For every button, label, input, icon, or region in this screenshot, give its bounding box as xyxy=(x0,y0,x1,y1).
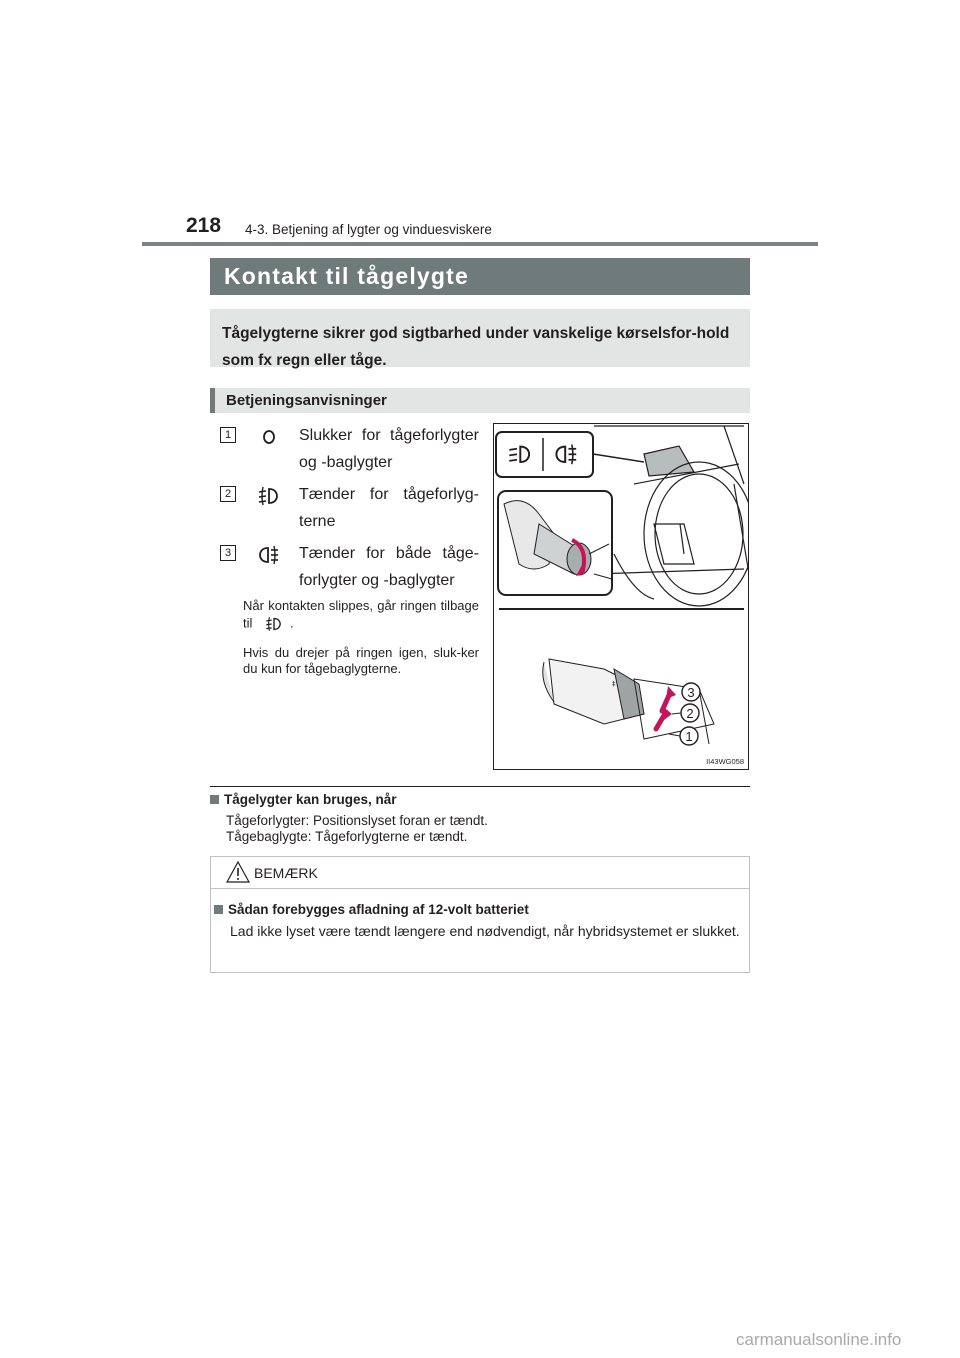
front-fog-light-icon xyxy=(256,483,282,509)
page-number: 218 xyxy=(186,214,222,237)
step-text-2: Tænder for tågeforlyg-terne xyxy=(299,486,479,530)
figure-code: II43WG058 xyxy=(706,757,744,766)
callout-2: 2 xyxy=(686,706,694,721)
subsection-title: Betjeningsanvisninger xyxy=(210,388,750,413)
chapter-title: 4-3. Betjening af lygter og vinduesviskere xyxy=(245,222,492,237)
notice-heading-text: Sådan forebygges afladning af 12-volt batteriet xyxy=(228,902,529,917)
note-rear-off: Hvis du drejer på ringen igen, sluk-ker du kun for tågebaglygterne. xyxy=(243,645,479,676)
step-number-3: 3 xyxy=(220,545,236,561)
callout-3: 3 xyxy=(687,685,695,700)
bullet-square-icon xyxy=(210,795,219,804)
note-return-end: . xyxy=(290,615,294,631)
notice-text: Lad ikke lyset være tændt længere end nødvendigt, når hybridsystemet er slukket. xyxy=(230,923,740,939)
section-title: Kontakt til tågelygte xyxy=(210,258,750,295)
bullet-square-icon xyxy=(214,905,223,914)
intro-text: Tågelygterne sikrer god sigtbarhed under vanskelige kørselsfor-hold som fx regn eller tåge. xyxy=(210,309,750,367)
fog-usage-line-2: Tågebaglygte: Tågeforlygterne er tændt. xyxy=(226,829,468,844)
svg-text:‡: ‡ xyxy=(612,680,616,688)
section-divider xyxy=(210,786,750,787)
callout-1: 1 xyxy=(685,729,693,744)
fog-off-icon xyxy=(256,424,282,450)
note-return xyxy=(243,598,479,634)
notice-header xyxy=(211,857,749,889)
rear-fog-light-icon xyxy=(256,542,282,568)
step-number-2: 2 xyxy=(220,486,236,502)
step-text-1: Slukker for tågeforlygter og -baglygter xyxy=(299,427,479,471)
warning-triangle-icon xyxy=(226,861,250,883)
switch-illustration xyxy=(494,424,749,770)
fog-usage-heading-text: Tågelygter kan bruges, når xyxy=(224,792,397,807)
notice-box xyxy=(210,856,750,973)
fog-usage-heading xyxy=(210,792,397,807)
notice-title: BEMÆRK xyxy=(254,865,318,881)
step-text-3: Tænder for både tåge-forlygter og -baglygter xyxy=(299,545,479,589)
note-return-text: Når kontakten slippes, går ringen tilbage til xyxy=(243,598,479,631)
watermark: carmanualsonline.info xyxy=(736,1330,902,1349)
fog-usage-line-1: Tågeforlygter: Positionslyset foran er tændt. xyxy=(226,813,488,828)
step-number-1: 1 xyxy=(220,427,236,443)
header-rule xyxy=(142,242,818,246)
notice-heading xyxy=(214,902,529,917)
front-fog-light-icon xyxy=(262,614,286,634)
fog-light-switch-figure xyxy=(493,423,749,770)
